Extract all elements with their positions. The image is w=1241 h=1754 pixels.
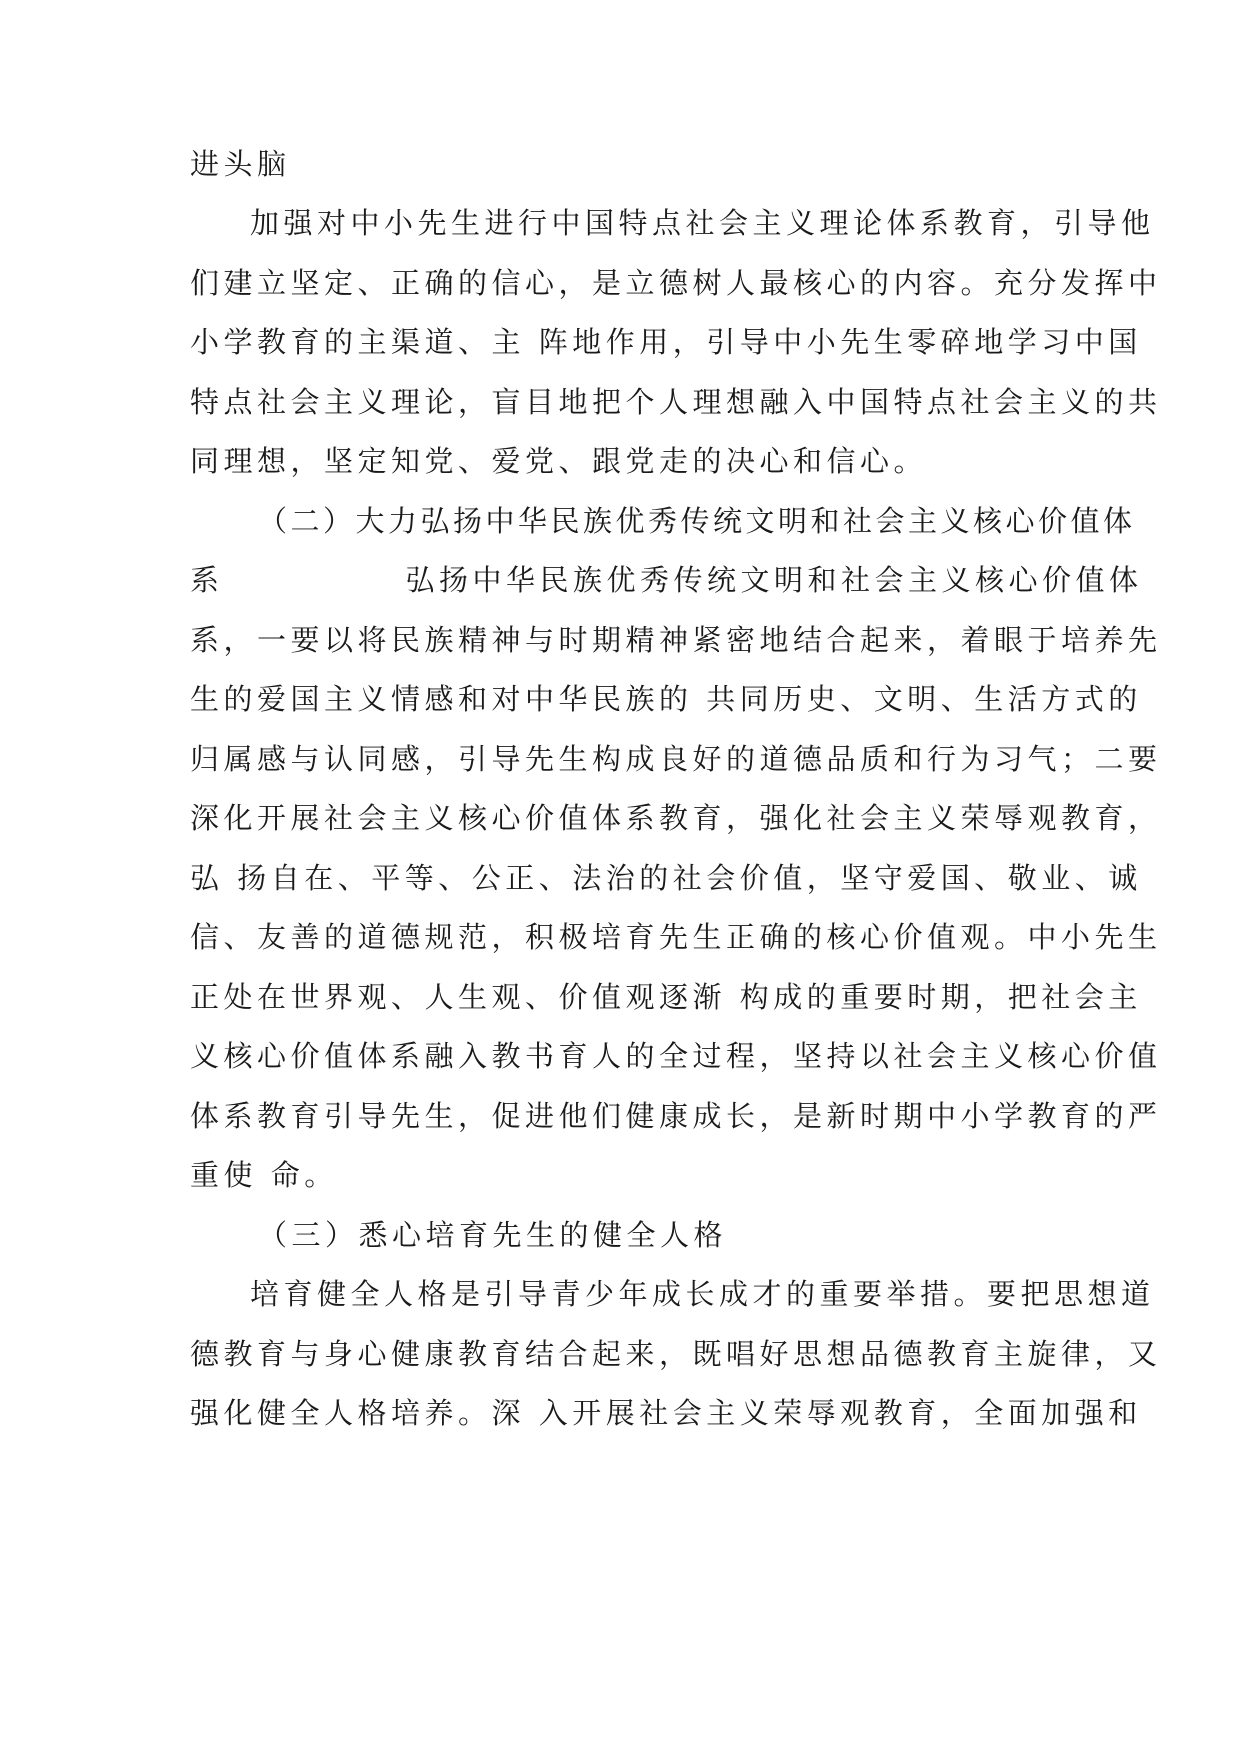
text-line-15: 正处在世界观、人生观、价值观逐渐 构成的重要时期，把社会主 (190, 980, 1142, 1014)
text-line-9: 系，一要以将民族精神与时期精神紧密地结合起来，着眼于培养先 (190, 623, 1162, 657)
text-line-3: 们建立坚定、正确的信心，是立德树人最核心的内容。充分发挥中 (190, 266, 1162, 300)
text-line-22: 强化健全人格培养。深 入开展社会主义荣辱观教育，全面加强和 (190, 1396, 1142, 1430)
text-line-16: 义核心价值体系融入教书育人的全过程，坚持以社会主义核心价值 (190, 1039, 1162, 1073)
text-line-2: 加强对中小先生进行中国特点社会主义理论体系教育，引导他 (250, 206, 1155, 240)
text-line-8-start: 系 (190, 563, 224, 597)
text-line-14: 信、友善的道德规范，积极培育先生正确的核心价值观。中小先生 (190, 920, 1162, 954)
text-line-8-rest: 弘扬中华民族优秀传统文明和社会主义核心价值体 (405, 563, 1143, 597)
text-line-8 (190, 558, 1143, 602)
text-line-6: 同理想，坚定知党、爱党、跟党走的决心和信心。 (190, 444, 928, 478)
text-line-12: 深化开展社会主义核心价值体系教育，强化社会主义荣辱观教育， (190, 801, 1162, 835)
text-line-10: 生的爱国主义情感和对中华民族的 共同历史、文明、生活方式的 (190, 682, 1142, 716)
text-line-20: 培育健全人格是引导青少年成长成才的重要举措。要把思想道 (250, 1277, 1155, 1311)
text-line-1: 进头脑 (190, 147, 291, 181)
text-line-17: 体系教育引导先生，促进他们健康成长，是新时期中小学教育的严 (190, 1099, 1162, 1133)
text-line-11: 归属感与认同感，引导先生构成良好的道德品质和行为习气；二要 (190, 742, 1162, 776)
text-line-5: 特点社会主义理论，盲目地把个人理想融入中国特点社会主义的共 (190, 385, 1162, 419)
section-heading-2: （二）大力弘扬中华民族优秀传统文明和社会主义核心价值体 (258, 504, 1136, 538)
text-line-4: 小学教育的主渠道、主 阵地作用，引导中小先生零碎地学习中国 (190, 325, 1142, 359)
text-line-18: 重使 命。 (190, 1158, 338, 1192)
text-line-21: 德教育与身心健康教育结合起来，既唱好思想品德教育主旋律，又 (190, 1337, 1162, 1371)
text-line-13: 弘 扬自在、平等、公正、法治的社会价值，坚守爱国、敬业、诚 (190, 861, 1142, 895)
section-heading-3: （三）悉心培育先生的健全人格 (258, 1218, 728, 1252)
